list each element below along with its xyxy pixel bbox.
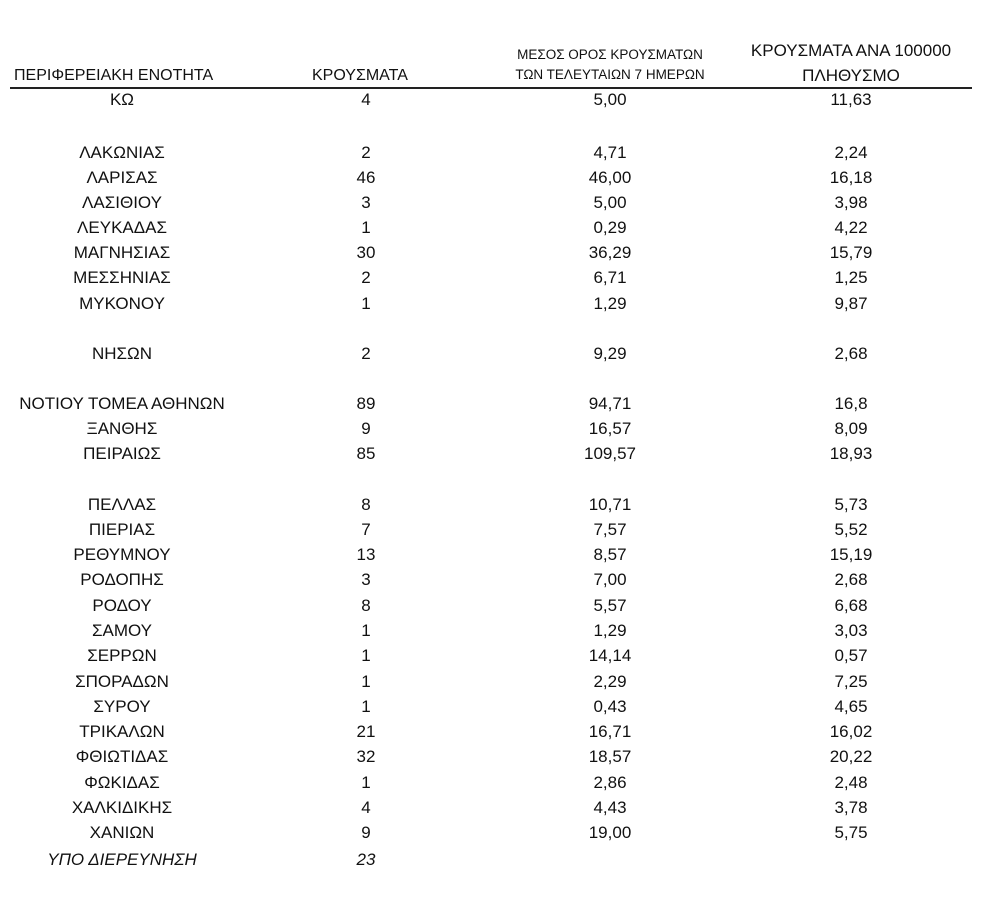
cell-region: ΣΥΡΟΥ [93, 697, 151, 716]
cell-avg: 16,57 [588, 419, 632, 438]
cell-avg: 19,00 [588, 823, 632, 842]
cell-cases: 1 [361, 294, 371, 313]
cell-per100k: 11,63 [830, 90, 872, 109]
cell-cases: 1 [361, 621, 371, 640]
footer-cases: 23 [356, 850, 376, 869]
cell-avg: 5,00 [593, 193, 627, 212]
footer-region: ΥΠΟ ΔΙΕΡΕΥΝΗΣΗ [47, 850, 197, 869]
cell-avg: 16,71 [588, 722, 632, 741]
cell-avg: 1,29 [593, 621, 627, 640]
cell-per100k: 1,25 [834, 268, 868, 287]
cell-per100k: 3,98 [834, 193, 868, 212]
cell-avg: 8,57 [593, 545, 627, 564]
cell-cases: 3 [361, 193, 371, 212]
cell-region: ΛΕΥΚΑΔΑΣ [77, 218, 167, 237]
cell-region: ΠΙΕΡΙΑΣ [88, 520, 156, 539]
cell-avg: 18,57 [588, 747, 632, 766]
header-per100k-line2: ΠΛΗΘΥΣΜΟ [802, 66, 900, 85]
cell-region: ΦΘΙΩΤΙΔΑΣ [75, 747, 169, 766]
cell-cases: 4 [361, 90, 371, 109]
cell-cases: 32 [356, 747, 376, 766]
cell-cases: 1 [361, 773, 371, 792]
cell-avg: 94,71 [588, 394, 632, 413]
cell-cases: 85 [356, 444, 376, 463]
cell-per100k: 2,68 [834, 570, 868, 589]
cell-cases: 9 [361, 823, 371, 842]
cell-per100k: 5,52 [834, 520, 868, 539]
cell-avg: 109,57 [584, 444, 636, 463]
cell-region: ΡΟΔΟΠΗΣ [80, 570, 164, 589]
cell-per100k: 4,22 [834, 218, 868, 237]
cell-cases: 4 [361, 798, 371, 817]
cell-region: ΠΕΛΛΑΣ [87, 495, 157, 514]
cell-per100k: 8,09 [834, 419, 868, 438]
cell-per100k: 7,25 [834, 672, 868, 691]
cell-avg: 7,57 [593, 520, 627, 539]
cell-region: ΚΩ [109, 90, 135, 109]
cell-per100k: 2,24 [834, 143, 868, 162]
cell-region: ΛΑΚΩΝΙΑΣ [79, 143, 165, 162]
cell-region: ΦΩΚΙΔΑΣ [84, 773, 160, 792]
cell-cases: 1 [361, 672, 371, 691]
cell-per100k: 3,03 [834, 621, 868, 640]
cell-cases: 1 [361, 697, 371, 716]
header-cases: ΚΡΟΥΣΜΑΤΑ [312, 67, 408, 84]
header-per100k-line1: ΚΡΟΥΣΜΑΤΑ ΑΝΑ 100000 [750, 41, 952, 60]
cell-avg: 7,00 [593, 570, 627, 589]
header-avg-line1: ΜΕΣΟΣ ΟΡΟΣ ΚΡΟΥΣΜΑΤΩΝ [517, 47, 703, 62]
cell-cases: 13 [356, 545, 376, 564]
header-region: ΠΕΡΙΦΕΡΕΙΑΚΗ ΕΝΟΤΗΤΑ [14, 67, 214, 84]
cell-cases: 21 [356, 722, 376, 741]
cell-cases: 8 [361, 495, 371, 514]
cell-cases: 7 [361, 520, 371, 539]
cell-region: ΤΡΙΚΑΛΩΝ [79, 722, 165, 741]
cell-avg: 4,71 [593, 143, 627, 162]
cell-region: ΜΥΚΟΝΟΥ [79, 294, 165, 313]
cell-region: ΡΟΔΟΥ [92, 596, 152, 615]
cell-cases: 8 [361, 596, 371, 615]
cell-avg: 5,57 [593, 596, 627, 615]
cell-avg: 9,29 [593, 344, 627, 363]
cell-region: ΧΑΝΙΩΝ [89, 823, 155, 842]
cell-region: ΞΑΝΘΗΣ [86, 419, 158, 438]
cell-cases: 89 [356, 394, 376, 413]
cell-per100k: 16,02 [829, 722, 873, 741]
cell-cases: 1 [361, 646, 371, 665]
header-rule [10, 87, 972, 89]
cell-region: ΛΑΣΙΘΙΟΥ [82, 193, 162, 212]
cell-region: ΜΑΓΝΗΣΙΑΣ [73, 243, 171, 262]
cell-cases: 9 [361, 419, 371, 438]
cell-region: ΣΠΟΡΑΔΩΝ [75, 672, 169, 691]
cell-avg: 10,71 [588, 495, 632, 514]
cell-cases: 2 [361, 344, 371, 363]
header-avg-line2: ΤΩΝ ΤΕΛΕΥΤΑΙΩΝ 7 ΗΜΕΡΩΝ [515, 67, 705, 82]
cell-cases: 30 [356, 243, 376, 262]
cell-region: ΜΕΣΣΗΝΙΑΣ [73, 268, 171, 287]
cell-region: ΝΟΤΙΟΥ ΤΟΜΕΑ ΑΘΗΝΩΝ [19, 394, 225, 413]
cell-cases: 3 [361, 570, 371, 589]
cell-per100k: 18,93 [829, 444, 873, 463]
cell-per100k: 15,79 [829, 243, 873, 262]
cell-region: ΛΑΡΙΣΑΣ [86, 168, 158, 187]
cell-avg: 6,71 [593, 268, 627, 287]
cell-region: ΝΗΣΩΝ [91, 344, 153, 363]
cell-avg: 2,29 [593, 672, 627, 691]
cell-avg: 0,43 [593, 697, 627, 716]
cell-avg: 1,29 [593, 294, 627, 313]
cell-per100k: 15,19 [829, 545, 873, 564]
cell-cases: 2 [361, 268, 371, 287]
cell-region: ΡΕΘΥΜΝΟΥ [73, 545, 171, 564]
cell-per100k: 2,68 [834, 344, 868, 363]
cell-region: ΣΕΡΡΩΝ [87, 646, 157, 665]
cell-per100k: 16,18 [829, 168, 873, 187]
cell-region: ΠΕΙΡΑΙΩΣ [83, 444, 161, 463]
cell-per100k: 3,78 [834, 798, 868, 817]
cell-avg: 0,29 [593, 218, 627, 237]
cell-avg: 36,29 [588, 243, 632, 262]
cell-region: ΧΑΛΚΙΔΙΚΗΣ [71, 798, 173, 817]
cell-per100k: 5,73 [834, 495, 868, 514]
cell-per100k: 0,57 [834, 646, 868, 665]
cell-avg: 4,43 [593, 798, 627, 817]
cell-per100k: 2,48 [834, 773, 868, 792]
cell-per100k: 20,22 [829, 747, 873, 766]
cell-per100k: 9,87 [834, 294, 868, 313]
cell-region: ΣΑΜΟΥ [91, 621, 153, 640]
cell-avg: 46,00 [588, 168, 632, 187]
cell-avg: 5,00 [593, 90, 627, 109]
cell-cases: 1 [361, 218, 371, 237]
cell-per100k: 5,75 [834, 823, 868, 842]
cell-per100k: 4,65 [834, 697, 868, 716]
cell-avg: 2,86 [593, 773, 627, 792]
cell-cases: 2 [361, 143, 371, 162]
cell-cases: 46 [356, 168, 376, 187]
cell-per100k: 16,8 [834, 394, 868, 413]
cell-per100k: 6,68 [834, 596, 868, 615]
cell-avg: 14,14 [588, 646, 632, 665]
